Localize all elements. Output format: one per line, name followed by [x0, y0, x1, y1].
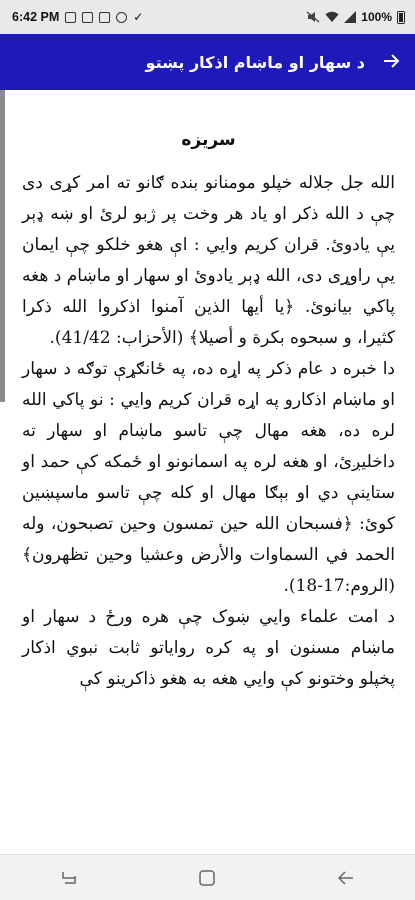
app-notification-icon: [99, 12, 110, 23]
gallery-notification-icon: [65, 12, 76, 23]
recent-apps-button[interactable]: [49, 858, 89, 898]
mute-icon: [306, 11, 320, 23]
article-paragraph: دا خبره د عام ذکر په اړه ده، په ځانګړې توګه د سهار او ماښام اذکارو په اړه قران کریم وایي : نو پاکي الله لره ده، هغه مهال چې تاسو ماښام او سهار ته داخلیږئ، او هغه لره په اسمانونو او ځمکه کې حمد او ستاینې دي او بېګا مهال او کله چې تاسو ماسپښین کوئ: ﴿فسبحان الله حین تمسون وحین تصبحون، وله الحمد في السماوات والأرض وعشیا وحین تظهرون﴾ (الروم:17-18).: [22, 359, 395, 596]
home-button[interactable]: [187, 858, 227, 898]
system-back-button[interactable]: [326, 858, 366, 898]
article-paragraph: د امت علماء وایي ښوک چې هره ورځ د سهار او ماښام مسنون او په کره روایاتو ثابت نبوي اذکار پخپلو وختونو کې وایي هغه به هغو ذاکرینو کې: [22, 607, 395, 689]
app-title: د سهار او ماښام اذکار پښتو: [145, 52, 365, 72]
article-content[interactable]: [0, 90, 415, 854]
app-bar: [0, 34, 415, 90]
status-left: [12, 10, 143, 24]
status-time: 6:42 PM: [12, 10, 60, 24]
scrollbar[interactable]: [0, 90, 5, 402]
navigation-bar: [0, 854, 415, 900]
article: [0, 126, 415, 695]
home-icon: [198, 869, 216, 887]
article-title: سریزه: [181, 130, 236, 150]
check-notification-icon: ✓: [133, 10, 144, 24]
wifi-icon: [325, 11, 339, 23]
status-right: [306, 10, 405, 24]
status-bar: [0, 0, 415, 34]
battery-icon: [397, 11, 405, 24]
arrow-right-icon: [382, 52, 400, 70]
back-icon: [337, 869, 355, 887]
battery-percent: 100%: [361, 10, 392, 24]
recent-apps-icon: [60, 870, 78, 886]
signal-icon: [344, 11, 356, 23]
image-notification-icon: [82, 12, 93, 23]
back-button[interactable]: [381, 52, 401, 72]
sync-notification-icon: [116, 12, 127, 23]
article-paragraph: الله جل جلاله خپلو مومنانو بنده ګانو ته امر کړی دی چې د الله ذکر او یاد هر وخت پر ژبو لرئ او ښه ډېر یې یادوئ. قران کریم وایي : اې هغو خلکو چې ایمان یې راوړی دی، الله ډېر یادوئ او سهار او ماښام د هغه پاکي بیانوئ. ﴿یا أیها الذین آمنوا اذکروا الله ذکرا کثیرا، و سبحوه بکرة و أصیلا﴾ (الأحزاب: 41/42).: [22, 173, 395, 348]
